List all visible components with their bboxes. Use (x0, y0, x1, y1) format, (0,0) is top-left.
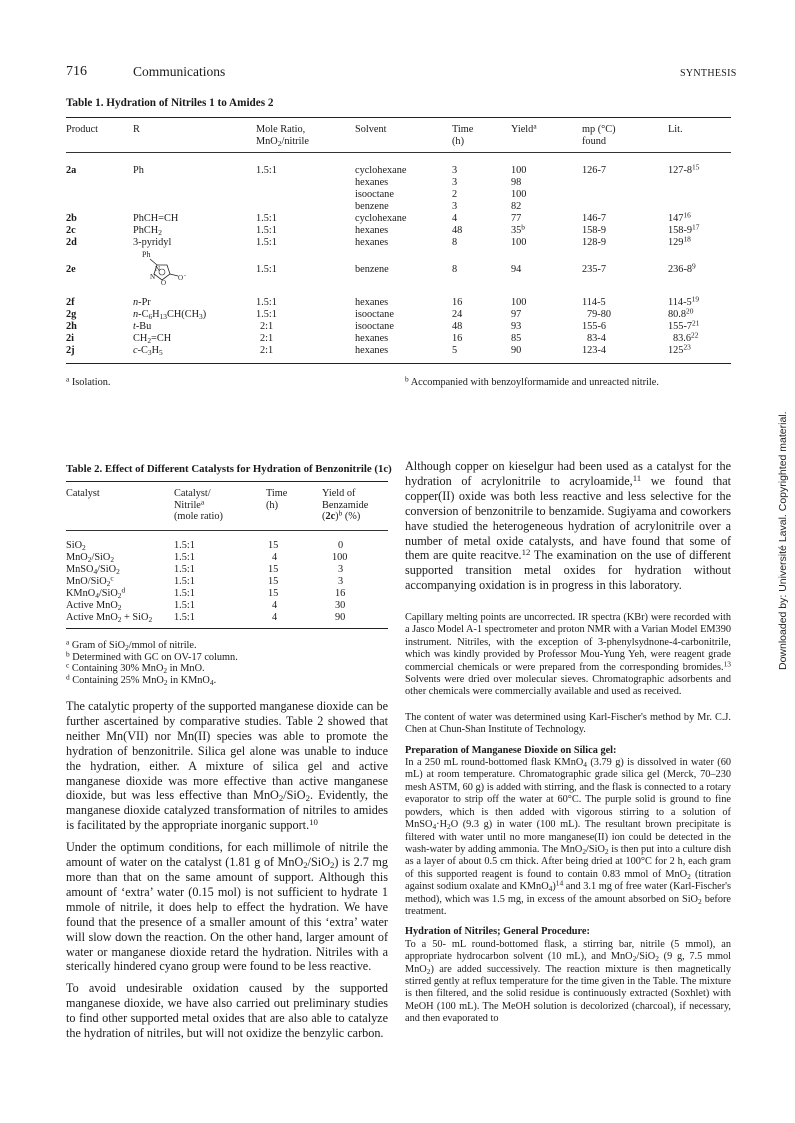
t2-ratio: 1.5:1 (174, 576, 195, 587)
t1-lit: $147^{16}$ (668, 210, 691, 224)
t1-mp: 114-5 (582, 297, 606, 308)
t1-product: 2d (66, 237, 77, 248)
t2-time: 4 (272, 612, 278, 623)
t1-header-lit: Lit. (668, 124, 683, 135)
t2-catalyst: SiO$_2$ (66, 540, 86, 552)
paragraph: Preparation of Manganese Dioxide on Silica gel: In a 250 mL round-bottomed flask KMnO$_4$ (3.79 g) is dissolved in water (60 mL) at room temperature. Chromatographic grade silica gel (Merck, 70–230 mesh ASTM, 60 g) is added with stirring, and the flask is connected to a rotary evaporator to strip off the water at 60°C. The purple solid is ground to fine powders, which is then added with vigorous stirring to a solution of $MnSO_4\cdot H_2O$ (9.3 g) in water (100 mL). The resultant brown precipitate is filtered with water until no more manganese(II) ion could be detected in the wash-water by adding ammonia. The MnO$_2$/SiO$_2$ is then put into a culture dish as a layer of about 0.5 cm thick. After being dried at 100°C for 2 h, each gram of this supported reagent is found to contain 0.83 mmol of MnO$_2$ (titration against sodium oxalate and KMnO$_4$)$^{14}$ and 3.1 mg of free water (Karl-Fischer's method), which was 1.5 mg, in excess of the amount absorbed on SiO$_2$ before treatment. (405, 744, 732, 917)
t1-mp: 128-9 (582, 237, 607, 248)
t1-lit: $236-8^9$ (668, 261, 696, 275)
t1-solvent: isooctane (355, 189, 394, 200)
t1-solvent: hexanes (355, 345, 389, 356)
download-notice-text: Downloaded by: Université Laval. Copyrighted material. (777, 411, 789, 670)
svg-text:Ph: Ph (142, 250, 151, 259)
t2-header-time: Time (h) (266, 488, 288, 511)
t1-yield: 100 (511, 165, 527, 176)
paragraph: Hydration of Nitriles; General Procedure: To a 50- mL round-bottomed flask, a stirring bar, nitrile (5 mmol), an appropriate hydrocarbon solvent (10 mL), and MnO$_2$/SiO$_2$ (9 g, 7.5 mmol MnO$_2$) are added successively. The reaction mixture is then magnetically stirred gently at reflux temperature for the time given in the Table. The mixture is then filtered, and the solid residue is continuously extracted (Soxhlet) with MeOH (100 mL). The MeOH solution is decolorized (charcoal), if necessary, and then evaporated to (405, 926, 732, 1025)
t1-header-solvent: Solvent (355, 124, 387, 135)
t2-ratio: 1.5:1 (174, 600, 195, 611)
paragraph: The catalytic property of the supported manganese dioxide can be further ascertained by comparative studies. Table 2 showed that neither Mn(VII) nor Mn(II) species was able to promote the hydration of benzonitrile. Silica gel alone was unable to induce the hydration, either. A mixture of silica gel and active manganese dioxide was more effective than active manganese dioxide, but was less effective than MnO$_2$/SiO$_2$. Evidently, the manganese dioxide catalyzed transformation of nitriles to amides is facilitated by the appropriate inorganic support.$^{10}$ (66, 699, 388, 833)
t1-r: t-Bu (133, 321, 152, 332)
t1-product: 2a (66, 165, 77, 176)
t1-yield: 100 (511, 297, 527, 308)
table1-header-rule (66, 152, 731, 153)
paragraph: The content of water was determined using Karl-Fischer's method by Mr. C.J. Chen at Chun-Shan Institute of Technology. (405, 711, 731, 736)
t1-yield: 85 (511, 333, 522, 344)
t1-lit: $129^{18}$ (668, 234, 691, 248)
t1-yield: 97 (511, 309, 522, 320)
t2-time: 15 (268, 576, 279, 587)
t1-yield: 82 (511, 201, 522, 212)
t1-mp: 155-6 (582, 321, 607, 332)
t1-yield: 100 (511, 237, 527, 248)
t1-time: 3 (452, 201, 458, 212)
t1-lit: $114-5^{19}$ (668, 294, 700, 308)
download-notice (765, 411, 789, 670)
t2-time: 15 (268, 564, 279, 575)
t2-footnote-b: $^b$ Determined with GC on OV-17 column. (66, 649, 238, 663)
t1-ratio: 1.5:1 (256, 309, 277, 320)
table1-caption: Table 1. Hydration of Nitriles 1 to Amides 2 (66, 97, 274, 109)
t2-ratio: 1.5:1 (174, 552, 195, 563)
t1-ratio: 1.5:1 (256, 264, 277, 275)
t1-time: 16 (452, 297, 463, 308)
t2-footnote-a: $^a$ Gram of SiO$_2$/mmol of nitrile. (66, 637, 197, 652)
t1-mp: 158-9 (582, 225, 607, 236)
t2-catalyst: Active MnO$_2$ (66, 600, 122, 612)
t2-yield: 0 (338, 540, 344, 551)
t1-time: 8 (452, 237, 458, 248)
t1-product: 2b (66, 213, 77, 224)
t1-ratio: 1.5:1 (256, 165, 277, 176)
svg-text:O: O (178, 274, 184, 282)
page-number: 716 (66, 64, 87, 79)
table1-footnote-a: $^a$ Isolation. (66, 374, 111, 388)
t2-catalyst: MnO/SiO$_2^c$ (66, 573, 114, 588)
t1-ratio: 1.5:1 (256, 225, 277, 236)
section-title: Communications (133, 64, 226, 79)
t2-time: 15 (268, 588, 279, 599)
t1-solvent: cyclohexane (355, 165, 407, 176)
t2-ratio: 1.5:1 (174, 588, 195, 599)
t2-yield: 30 (335, 600, 346, 611)
svg-text:N: N (150, 273, 156, 281)
t2-yield: 3 (338, 564, 344, 575)
t1-solvent: hexanes (355, 333, 389, 344)
t2-ratio: 1.5:1 (174, 612, 195, 623)
t2-header-ratio: Catalyst/ Nitrile$^a$ (mole ratio) (174, 488, 223, 523)
t1-lit: 83.6$^{22}$ (673, 330, 699, 344)
t2-yield: 3 (338, 576, 344, 587)
t1-r: 3-pyridyl (133, 237, 172, 248)
t1-product: 2e (66, 264, 76, 275)
t1-header-time: Time (h) (452, 124, 474, 147)
t1-lit: $127-8^{15}$ (668, 162, 700, 176)
t1-time: 2 (452, 189, 458, 200)
t1-lit: $155-7^{21}$ (668, 318, 700, 332)
table2-header-rule (66, 530, 388, 531)
t1-r: $CH_2=CH$ (133, 333, 172, 345)
t2-time: 4 (272, 600, 278, 611)
t1-solvent: isooctane (355, 309, 394, 320)
t1-mp: 235-7 (582, 264, 607, 275)
t1-header-product: Product (66, 124, 99, 135)
t2-yield: 16 (335, 588, 346, 599)
t1-product: 2g (66, 309, 77, 320)
t1-solvent: cyclohexane (355, 213, 407, 224)
t1-product: 2c (66, 225, 76, 236)
t2-footnote-c: $^c$ Containing 30% MnO$_2$ in MnO. (66, 660, 205, 676)
t1-yield: 93 (511, 321, 522, 332)
t1-solvent: isooctane (355, 321, 394, 332)
t2-yield: 100 (332, 552, 348, 563)
t2-header-yield: Yield of Benzamide $(2c)^b$ (%) (322, 488, 369, 523)
paragraph: Although copper on kieselgur had been used as a catalyst for the hydration of acrylonitrile to acryloamide,$^{11}$ we found that copper(II) oxide was both less reactive and less selective for the conversion of benzonitrile to benzamide. Sugiyama and coworkers have studied the heterogeneous hydration of acrylonitrile over a number of metal oxide catalysts, and have found that some of them are quite reacitve.$^{12}$ The examination on the use of different supported transition metal oxides for hydration without accompanying oxidation is in progress in this laboratory. (405, 459, 731, 593)
paragraph: Under the optimum conditions, for each millimole of nitrile the amount of water on the catalyst (1.81 g of MnO$_2$/SiO$_2$) is 2.7 mg more than that on the same amount of support. Although this amount of ‘extra’ water (0.15 mol) is not sufficient to hydrate 1 mmole of nitrile, it does help to effect the hydration. We have found that the presence of a smaller amount of this ‘extra’ water will slow down the reaction. On the other hand, larger amount of water or manganese dioxide retard the hydration. Nitriles with a sterically hindered cyano group were found to be less reactive. (66, 840, 388, 974)
t2-header-catalyst: Catalyst (66, 488, 100, 499)
t1-lit: $125^{23}$ (668, 342, 691, 356)
t1-yield: 94 (511, 264, 522, 275)
t1-r: PhCH=CH (133, 213, 179, 224)
t1-lit: $158-9^{17}$ (668, 222, 700, 236)
t1-r: Ph (133, 165, 144, 176)
paragraph: Capillary melting points are uncorrected. IR spectra (KBr) were recorded with a Jasco Model A-1 spectrometer and proton NMR with a Varian Model EM390 instrument. Nitriles, with the exception of 3-phenylsydnone-4-carbonitrile, which was kindly provided by Professor Mou-Yung Yeh, were reagent grade commercial chemicals or were prepared from the corresponding bromides.$^{13}$ Solvents were dried over molecular sieves. Chromatographic adsorbents and other chemicals were commercially available and used as received. (405, 612, 731, 698)
table2-footnotes (66, 637, 238, 687)
t2-ratio: 1.5:1 (174, 564, 195, 575)
t1-header-yield: Yield$^a$ (511, 121, 537, 135)
t1-time: 48 (452, 225, 463, 236)
t1-yield: 77 (511, 213, 522, 224)
t1-r: $n-C_6H_{13}CH(CH_3)$ (133, 309, 207, 321)
t1-ratio: 1.5:1 (256, 237, 277, 248)
t1-mp: 79-80 (587, 309, 612, 320)
right-column-experimental (405, 612, 731, 1026)
t1-header-mp: mp (°C) found (582, 124, 616, 147)
journal-name: SYNTHESIS (680, 68, 737, 79)
t2-catalyst: Active MnO$_2$ + SiO$_2$ (66, 612, 153, 624)
t1-solvent: hexanes (355, 225, 389, 236)
t1-r: $c-C_3H_5$ (133, 345, 163, 357)
table2-caption: Table 2. Effect of Different Catalysts for Hydration of Benzonitrile (1c) (66, 463, 392, 475)
t1-mp: 83-4 (587, 333, 606, 344)
sydnone-structure-icon (140, 248, 195, 286)
t1-solvent: benzene (355, 264, 389, 275)
t1-ratio: 2:1 (260, 333, 274, 344)
t1-time: 3 (452, 165, 458, 176)
t1-ratio: 1.5:1 (256, 297, 277, 308)
t1-r: PhCH$_2$ (133, 225, 162, 237)
t1-solvent: benzene (355, 201, 389, 212)
t1-yield: 35$^b$ (511, 222, 525, 236)
t1-time: 3 (452, 177, 458, 188)
t1-mp: 123-4 (582, 345, 607, 356)
t2-catalyst: MnSO$_4$/SiO$_2$ (66, 564, 120, 576)
t1-solvent: hexanes (355, 237, 389, 248)
svg-text:-: - (184, 273, 186, 279)
t1-yield: 98 (511, 177, 522, 188)
t2-yield: 90 (335, 612, 346, 623)
t1-product: 2f (66, 297, 75, 308)
t2-ratio: 1.5:1 (174, 540, 195, 551)
table1-top-rule (66, 117, 731, 118)
t1-header-ratio: Mole Ratio, MnO$_2$/nitrile (256, 124, 309, 148)
t1-mp: 126-7 (582, 165, 607, 176)
t2-footnote-d: $^d$ Containing 25% MnO$_2$ in KMnO$_4$. (66, 672, 217, 687)
t1-ratio: 2:1 (260, 345, 274, 356)
t2-time: 15 (268, 540, 279, 551)
right-column-intro (405, 459, 731, 593)
table1-bottom-rule (66, 363, 731, 364)
t1-header-r: R (133, 124, 140, 135)
t1-time: 16 (452, 333, 463, 344)
t1-product: 2h (66, 321, 77, 332)
t1-time: 48 (452, 321, 463, 332)
t1-solvent: hexanes (355, 177, 389, 188)
table2-top-rule (66, 481, 388, 482)
t1-solvent: hexanes (355, 297, 389, 308)
svg-text:N: N (155, 265, 161, 273)
t1-time: 8 (452, 264, 458, 275)
t1-r: n-Pr (133, 297, 151, 308)
t1-product: 2i (66, 333, 75, 344)
t1-time: 5 (452, 345, 458, 356)
paragraph: To avoid undesirable oxidation caused by the supported manganese dioxide, we have also carried out preliminary studies to find other supported metal oxides that are also able to catalyze the hydration of nitriles, but will not oxidize the benzylic carbon. (66, 981, 388, 1041)
left-column-body (66, 699, 388, 1041)
t1-mp: 146-7 (582, 213, 607, 224)
t1-yield: 90 (511, 345, 522, 356)
t1-time: 4 (452, 213, 458, 224)
t2-catalyst: KMnO$_4$/SiO$_2^d$ (66, 585, 126, 600)
t1-yield: 100 (511, 189, 527, 200)
t1-product: 2j (66, 345, 75, 356)
t1-ratio: 2:1 (260, 321, 274, 332)
t1-ratio: 1.5:1 (256, 213, 277, 224)
table1-footnote-b: $^b$ Accompanied with benzoylformamide and unreacted nitrile. (405, 374, 659, 388)
t1-lit: 80.8$^{20}$ (668, 306, 694, 320)
svg-text:O: O (161, 279, 167, 286)
table2-bottom-rule (66, 628, 388, 629)
t2-time: 4 (272, 552, 278, 563)
t2-catalyst: MnO$_2$/SiO$_2$ (66, 552, 115, 564)
t1-time: 24 (452, 309, 463, 320)
